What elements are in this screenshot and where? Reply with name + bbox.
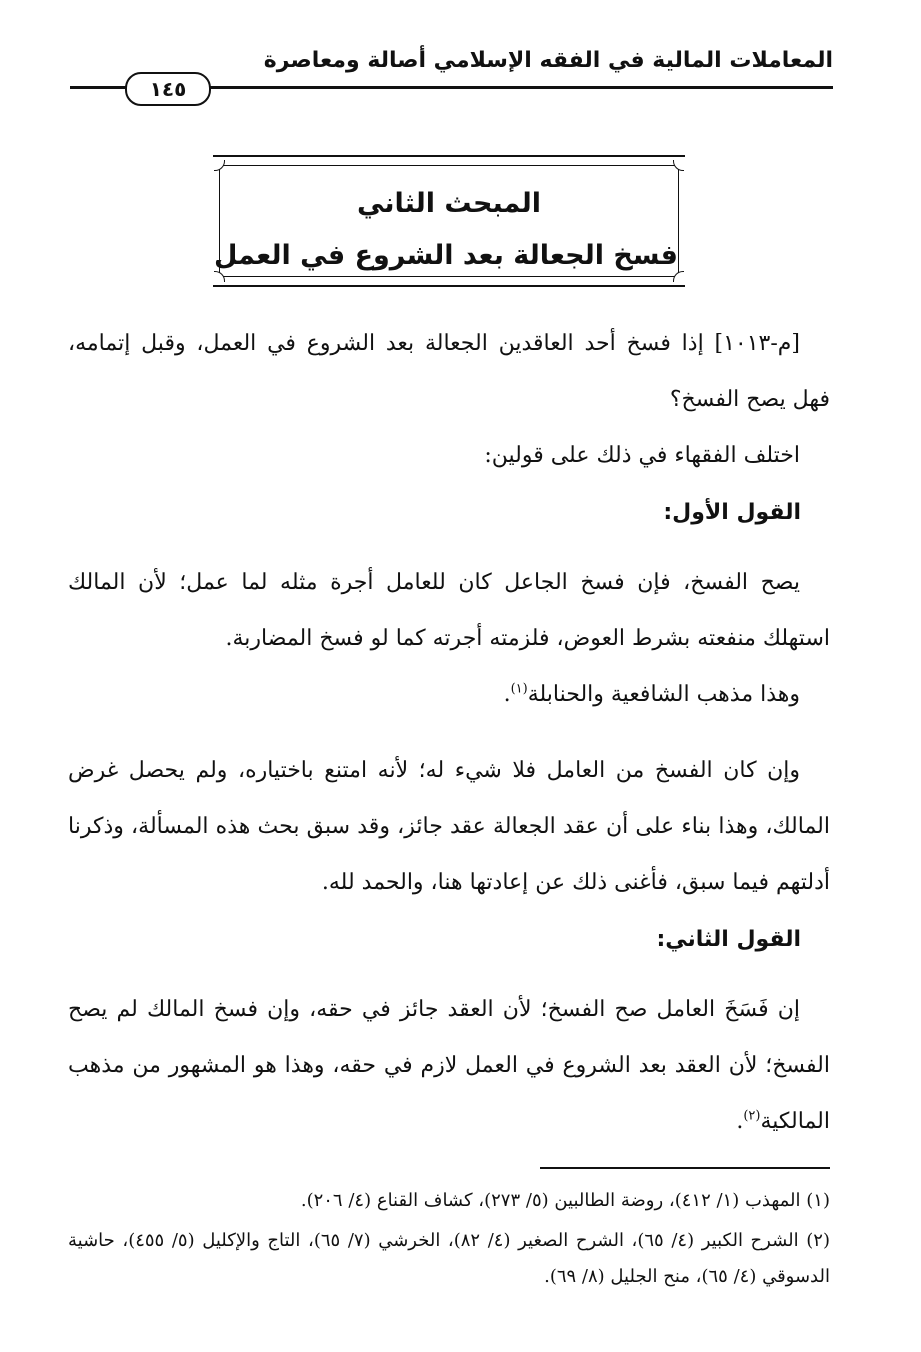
school-one-text: وهذا مذهب الشافعية والحنابلة <box>527 682 800 707</box>
footnote-rule <box>540 1167 830 1169</box>
section-title-box <box>213 155 685 287</box>
footnote-2: (٢) الشرح الكبير (٤/ ٦٥)، الشرح الصغير (٤/ ٨٢)، الخرشي (٧/ ٦٥)، التاج والإكليل (٥/ ٤٥٥)، حاشية الدسوقي (٤/ ٦٥)، منح الجليل (٨/ ٦٩). <box>68 1230 830 1287</box>
section-subtitle: فسخ الجعالة بعد الشروع في العمل <box>213 240 678 271</box>
school-one-end: . <box>503 682 511 707</box>
page-number: ١٤٥ <box>125 72 211 106</box>
section-title: المبحث الثاني <box>357 188 541 219</box>
frame-corner <box>214 271 225 282</box>
frame-corner <box>673 160 684 171</box>
paragraph-school-one <box>68 667 830 723</box>
frame-corner <box>673 271 684 282</box>
opinion-two-text: إن فَسَخَ العامل صح الفسخ؛ لأن العقد جائز في حقه، وإن فسخ المالك لم يصح الفسخ؛ لأن العقد بعد الشروع في العمل لازم في حقه، وهذا هو المشهور من مذهب المالكية <box>68 997 830 1134</box>
opinion-two-heading: القول الثاني: <box>656 927 801 952</box>
running-title: المعاملات المالية في الفقه الإسلامي أصالة ومعاصرة <box>263 48 833 73</box>
section-title-frame <box>213 165 679 277</box>
footnote-ref-1: (١) <box>510 681 528 697</box>
opinion-two-end: . <box>736 1109 744 1134</box>
paragraph-question: [م-١٠١٣] إذا فسخ أحد العاقدين الجعالة بعد الشروع في العمل، وقبل إتمامه، فهل يصح الفسخ؟ <box>68 331 830 412</box>
footnote-ref-2: (٢) <box>743 1108 761 1124</box>
frame-corner <box>214 160 225 171</box>
footnote-1: (١) المهذب (١/ ٤١٢)، روضة الطالبين (٥/ ٢٧٣)، كشاف القناع (٤/ ٢٠٦). <box>300 1190 830 1211</box>
opinion-one-heading: القول الأول: <box>663 500 801 525</box>
paragraph-intro: اختلف الفقهاء في ذلك على قولين: <box>484 443 800 468</box>
paragraph-opinion-two <box>68 982 830 1150</box>
paragraph-worker-rescission: وإن كان الفسخ من العامل فلا شيء له؛ لأنه امتنع باختياره، ولم يحصل غرض المالك، وهذا بناء على أن عقد الجعالة عقد جائز، وقد سبق بحث هذه المسألة، وذكرنا أدلتهم فيما سبق، فأغنى ذلك عن إعادتها هنا، والحمد لله. <box>68 758 830 895</box>
paragraph-opinion-one: يصح الفسخ، فإن فسخ الجاعل كان للعامل أجرة مثله لما عمل؛ لأن المالك استهلك منفعته بشرط العوض، فلزمته أجرته كما لو فسخ المضاربة. <box>68 570 830 651</box>
